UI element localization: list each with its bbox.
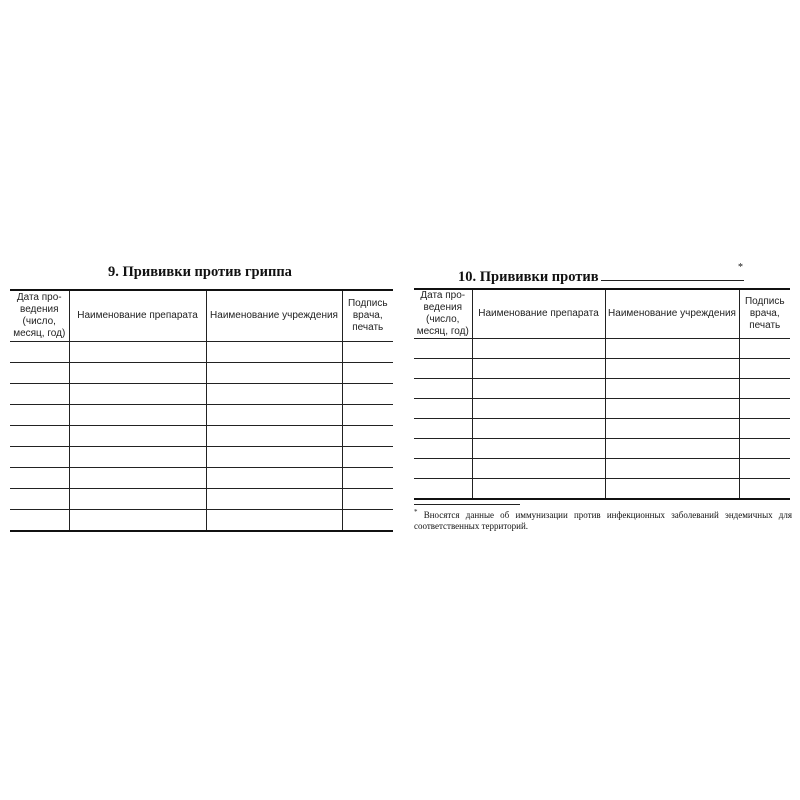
- table-cell[interactable]: [342, 426, 393, 447]
- table-row: [414, 339, 790, 359]
- table-cell[interactable]: [10, 384, 69, 405]
- table-cell[interactable]: [739, 359, 790, 379]
- table-cell[interactable]: [414, 379, 472, 399]
- table-row: [10, 384, 393, 405]
- table-cell[interactable]: [206, 468, 342, 489]
- table-cell[interactable]: [472, 399, 605, 419]
- header-date: Дата про-ведения (число, месяц, год): [10, 290, 69, 342]
- table-cell[interactable]: [414, 479, 472, 500]
- header-signature: Подпись врача, печать: [342, 290, 393, 342]
- table-cell[interactable]: [10, 426, 69, 447]
- table-row: [414, 399, 790, 419]
- header-institution: Наименование учреждения: [605, 289, 739, 339]
- table-cell[interactable]: [605, 419, 739, 439]
- table-cell[interactable]: [414, 419, 472, 439]
- table-cell[interactable]: [206, 384, 342, 405]
- table-cell[interactable]: [10, 468, 69, 489]
- table-cell[interactable]: [739, 479, 790, 500]
- section-10-title: [458, 266, 744, 286]
- table-cell[interactable]: [414, 459, 472, 479]
- table-cell[interactable]: [739, 399, 790, 419]
- table-cell[interactable]: [206, 363, 342, 384]
- table-cell[interactable]: [206, 447, 342, 468]
- table-cell[interactable]: [414, 359, 472, 379]
- table-cell[interactable]: [605, 379, 739, 399]
- vaccine-name-blank-line[interactable]: [601, 266, 744, 281]
- table-cell[interactable]: [69, 405, 206, 426]
- table-row: [414, 419, 790, 439]
- table-cell[interactable]: [414, 339, 472, 359]
- table-row: [10, 510, 393, 532]
- table-cell[interactable]: [472, 359, 605, 379]
- table-row: [414, 479, 790, 500]
- table-cell[interactable]: [605, 459, 739, 479]
- table-cell[interactable]: [69, 363, 206, 384]
- table-cell[interactable]: [472, 439, 605, 459]
- table-header-row: [10, 290, 393, 342]
- table-cell[interactable]: [739, 459, 790, 479]
- header-date: Дата про-ведения (число, месяц, год): [414, 289, 472, 339]
- section-10-title-text: 10. Прививки против: [458, 269, 599, 285]
- table-row: [10, 447, 393, 468]
- table-cell[interactable]: [342, 447, 393, 468]
- table-cell[interactable]: [414, 399, 472, 419]
- footnote-text: Вносятся данные об иммунизации против инфекционных заболеваний эндемичных для соответственных территорий.: [414, 510, 793, 531]
- table-row: [10, 342, 393, 363]
- table-cell[interactable]: [10, 405, 69, 426]
- header-institution: Наименование учреждения: [206, 290, 342, 342]
- table-cell[interactable]: [739, 439, 790, 459]
- table-cell[interactable]: [69, 447, 206, 468]
- table-row: [414, 359, 790, 379]
- table-cell[interactable]: [206, 489, 342, 510]
- table-row: [10, 468, 393, 489]
- table-row: [10, 489, 393, 510]
- table-cell[interactable]: [472, 419, 605, 439]
- header-drug-name: Наименование препарата: [69, 290, 206, 342]
- table-cell[interactable]: [206, 426, 342, 447]
- table-row: [10, 405, 393, 426]
- table-cell[interactable]: [342, 342, 393, 363]
- table-cell[interactable]: [206, 510, 342, 532]
- table-row: [414, 379, 790, 399]
- other-vaccination-table: [414, 288, 790, 500]
- table-cell[interactable]: [10, 447, 69, 468]
- table-row: [10, 363, 393, 384]
- section-9-title: 9. Прививки против гриппа: [108, 264, 292, 280]
- table-cell[interactable]: [342, 468, 393, 489]
- table-cell[interactable]: [605, 439, 739, 459]
- table-row: [414, 439, 790, 459]
- table-cell[interactable]: [10, 489, 69, 510]
- table-cell[interactable]: [206, 405, 342, 426]
- table-cell[interactable]: [10, 363, 69, 384]
- table-cell[interactable]: [739, 339, 790, 359]
- table-cell[interactable]: [206, 342, 342, 363]
- table-cell[interactable]: [472, 379, 605, 399]
- table-cell[interactable]: [414, 439, 472, 459]
- table-cell[interactable]: [10, 342, 69, 363]
- table-cell[interactable]: [605, 359, 739, 379]
- table-cell[interactable]: [605, 479, 739, 500]
- footnote-mark: *: [414, 508, 418, 516]
- header-signature: Подпись врача, печать: [739, 289, 790, 339]
- table-cell[interactable]: [69, 426, 206, 447]
- table-row: [10, 426, 393, 447]
- table-cell[interactable]: [472, 339, 605, 359]
- table-cell[interactable]: [69, 510, 206, 532]
- table-cell[interactable]: [342, 384, 393, 405]
- table-header-row: [414, 289, 790, 339]
- table-cell[interactable]: [739, 379, 790, 399]
- table-cell[interactable]: [472, 479, 605, 500]
- table-cell[interactable]: [605, 339, 739, 359]
- table-cell[interactable]: [69, 384, 206, 405]
- table-cell[interactable]: [342, 363, 393, 384]
- table-cell[interactable]: [342, 489, 393, 510]
- table-cell[interactable]: [739, 419, 790, 439]
- footnote-marker: *: [738, 262, 743, 273]
- table-cell[interactable]: [605, 399, 739, 419]
- flu-vaccination-table: [10, 289, 393, 532]
- table-row: [414, 459, 790, 479]
- table-cell[interactable]: [472, 459, 605, 479]
- footnote-divider: [414, 504, 520, 505]
- table-cell[interactable]: [69, 468, 206, 489]
- table-cell[interactable]: [342, 510, 393, 532]
- header-drug-name: Наименование препарата: [472, 289, 605, 339]
- footnote: [414, 507, 792, 532]
- table-cell[interactable]: [69, 489, 206, 510]
- table-cell[interactable]: [69, 342, 206, 363]
- table-cell[interactable]: [342, 405, 393, 426]
- table-cell[interactable]: [10, 510, 69, 532]
